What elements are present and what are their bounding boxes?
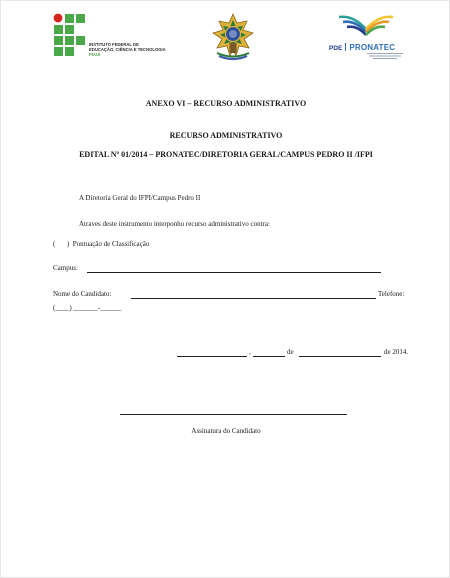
document-title: RECURSO ADMINISTRATIVO	[169, 131, 283, 140]
signature-label: Assinatura do Candidato	[191, 427, 261, 435]
ifpi-line-3: PIAUÍ	[89, 52, 101, 57]
pronatec-separator	[345, 43, 346, 51]
checkbox-open: (	[53, 240, 56, 248]
signature-field[interactable]	[120, 414, 347, 415]
date-day-field[interactable]	[253, 356, 285, 357]
classification-checkbox-row[interactable]	[53, 239, 149, 249]
ifpi-line-1: INSTITUTO FEDERAL DE	[89, 42, 139, 47]
date-month-field[interactable]	[299, 356, 381, 357]
candidate-name-label: Nome do Candidato:	[53, 290, 112, 298]
coat-of-arms-icon	[209, 13, 257, 61]
date-de-label: de	[287, 348, 294, 356]
ifpi-institution-name	[89, 42, 166, 57]
pronatec-book-icon	[333, 13, 399, 39]
campus-field[interactable]	[87, 272, 381, 273]
edital-line: EDITAL Nº 01/2014 – PRONATEC/DIRETORIA GERAL/CAMPUS PEDRO II /IFPI	[79, 150, 373, 159]
phone-label: Telefone:	[378, 290, 405, 298]
checkbox-field[interactable]	[53, 239, 71, 249]
date-city-field[interactable]	[177, 356, 247, 357]
campus-label: Campus:	[53, 264, 78, 272]
classification-option-label: Pontuação de Classificação	[72, 240, 150, 248]
pronatec-label: PRONATEC	[349, 43, 396, 52]
ifpi-logo	[53, 13, 173, 63]
candidate-name-field[interactable]	[131, 298, 376, 299]
ifpi-line-2: EDUCAÇÃO, CIÊNCIA E TECNOLOGIA	[89, 47, 166, 52]
addressee-text: A Diretoria Geral do IFPI/Campus Pedro II	[79, 194, 201, 202]
intro-text: Atraves deste instrumento interponho recurso administrativo contra:	[79, 220, 270, 228]
phone-field[interactable]: (____) _______-______	[53, 304, 122, 312]
date-year-label: de 2014.	[384, 348, 409, 356]
pronatec-subtitle-lines	[367, 53, 403, 59]
date-comma: ,	[249, 348, 251, 356]
checkbox-close: )	[67, 240, 70, 248]
pde-label: PDE	[329, 45, 343, 52]
annex-title: ANEXO VI – RECURSO ADMINISTRATIVO	[145, 99, 307, 108]
pronatec-logo	[319, 13, 411, 63]
ifpi-grid-icon	[53, 13, 87, 57]
